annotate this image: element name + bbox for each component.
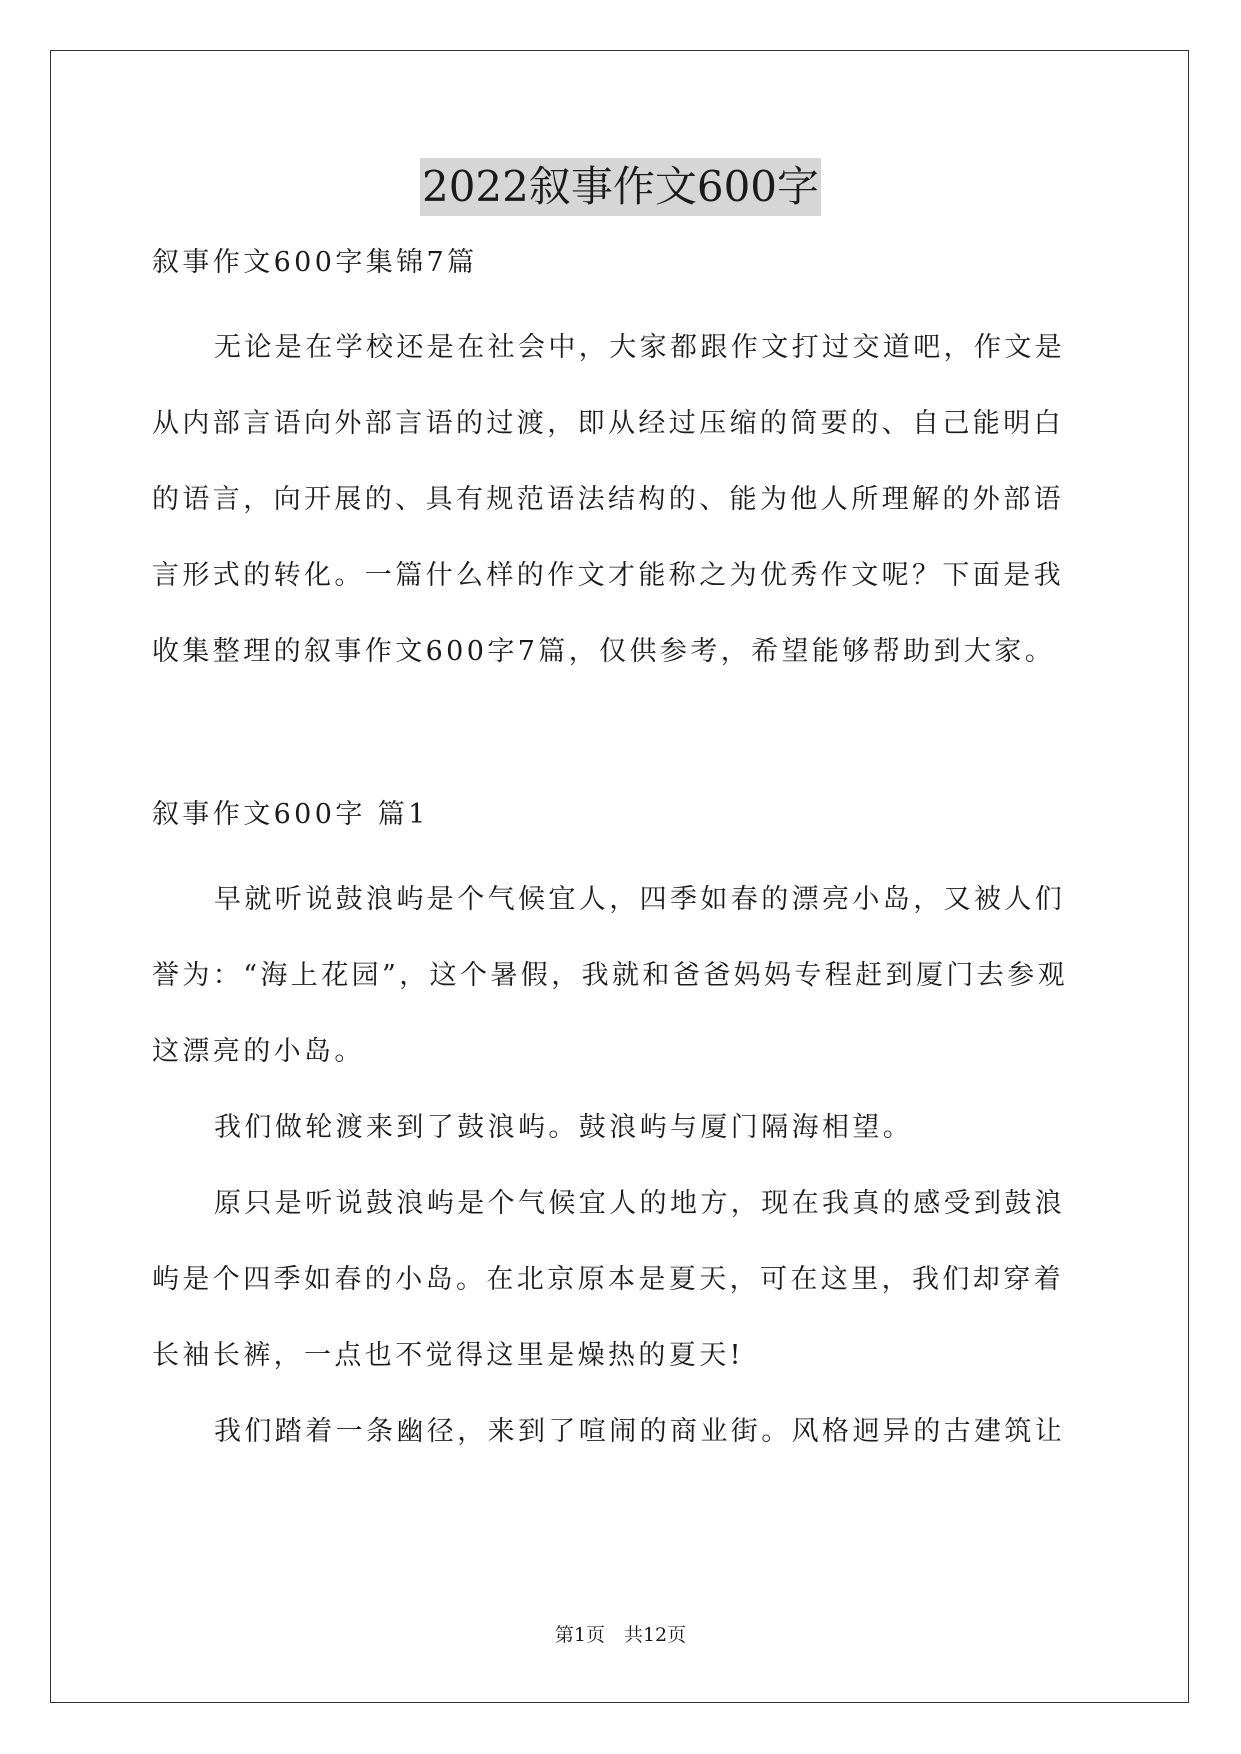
section-heading: 叙事作文600字 篇1 <box>152 799 429 830</box>
paragraph-line: 从内部言语向外部言语的过渡，即从经过压缩的简要的、自己能明白 <box>152 408 1064 439</box>
paragraph-line: 的语言，向开展的、具有规范语法结构的、能为他人所理解的外部语 <box>152 484 1064 515</box>
paragraph-line: 原只是听说鼓浪屿是个气候宜人的地方，现在我真的感受到鼓浪 <box>214 1188 1066 1219</box>
paragraph-line: 我们踏着一条幽径，来到了喧闹的商业街。风格迥异的古建筑让 <box>214 1416 1066 1447</box>
document-title: 2022叙事作文600字 <box>420 158 821 216</box>
paragraph-line: 誉为：“海上花园”，这个暑假，我就和爸爸妈妈专程赶到厦门去参观 <box>152 960 1069 991</box>
title-container <box>0 158 1241 216</box>
paragraph-line: 早就听说鼓浪屿是个气候宜人，四季如春的漂亮小岛，又被人们 <box>214 884 1066 915</box>
paragraph-line: 言形式的转化。一篇什么样的作文才能称之为优秀作文呢？下面是我 <box>152 560 1064 591</box>
paragraph-line: 我们做轮渡来到了鼓浪屿。鼓浪屿与厦门隔海相望。 <box>214 1112 914 1143</box>
section-heading: 叙事作文600字集锦7篇 <box>152 247 478 278</box>
paragraph-line: 屿是个四季如春的小岛。在北京原本是夏天，可在这里，我们却穿着 <box>152 1264 1064 1295</box>
paragraph-line: 无论是在学校还是在社会中，大家都跟作文打过交道吧，作文是 <box>214 332 1066 363</box>
paragraph-line: 收集整理的叙事作文600字7篇，仅供参考，希望能够帮助到大家。 <box>152 636 1056 667</box>
page-footer: 第1页 共12页 <box>554 1624 687 1646</box>
paragraph-line: 这漂亮的小岛。 <box>152 1036 365 1067</box>
page-border <box>50 50 1189 1703</box>
paragraph-line: 长袖长裤，一点也不觉得这里是燥热的夏天! <box>152 1340 744 1371</box>
